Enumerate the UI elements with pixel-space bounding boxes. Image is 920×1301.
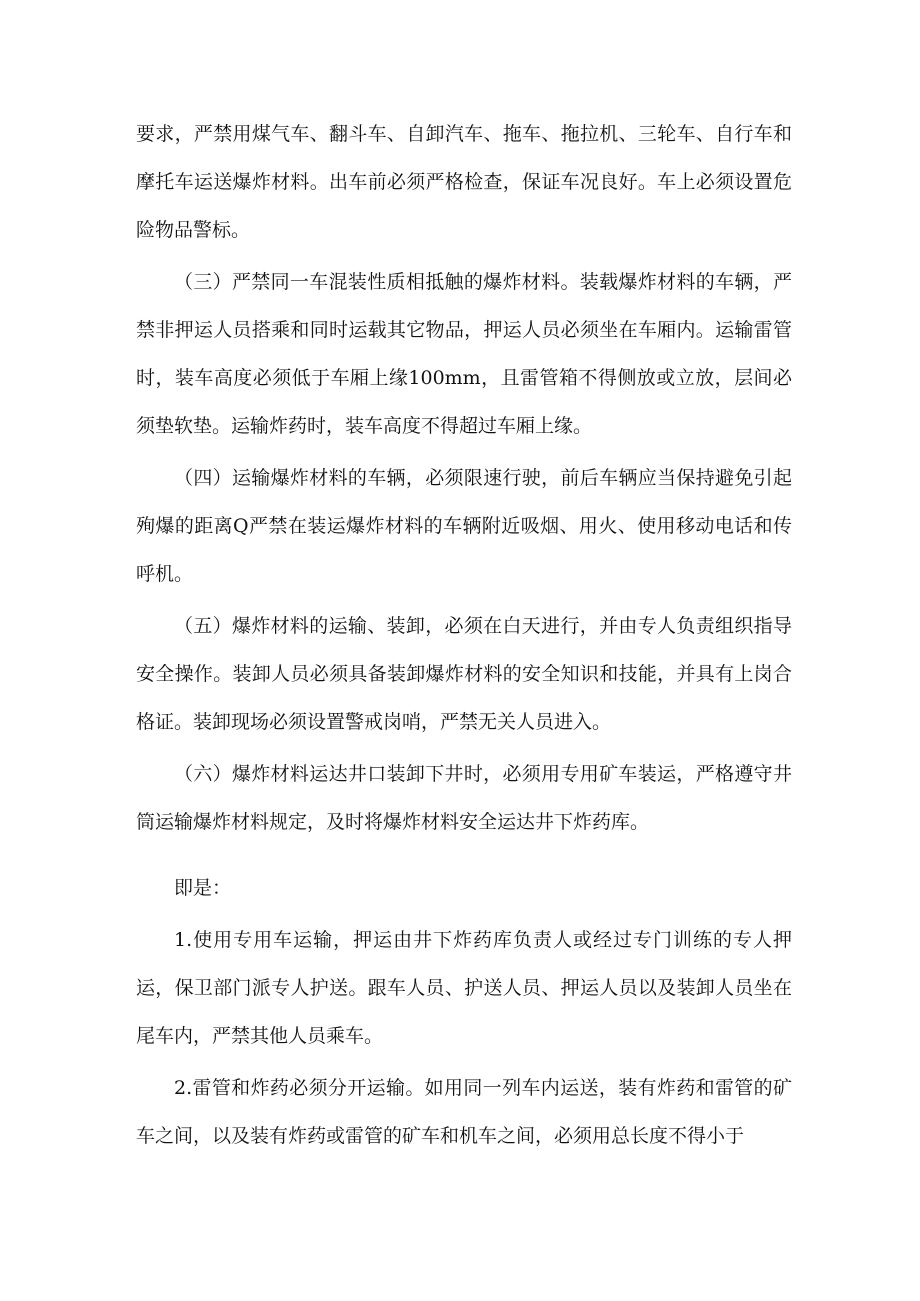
document-body bbox=[136, 110, 792, 1160]
paragraph-item-5: （五）爆炸材料的运输、装卸，必须在白天进行，并由专人负责组织指导安全操作。装卸人员必须具备装卸爆炸材料的安全知识和技能，并具有上岗合格证。装卸现场必须设置警戒岗哨，严禁无关人员进入。 bbox=[136, 615, 792, 733]
paragraph-point-1: 1.使用专用车运输，押运由井下炸药库负责人或经过专门训练的专人押运，保卫部门派专人护送。跟车人员、护送人员、押运人员以及装卸人员坐在尾车内，严禁其他人员乘车。 bbox=[136, 929, 792, 1047]
paragraph-summary-heading: 即是： bbox=[174, 877, 232, 899]
paragraph-item-4: （四）运输爆炸材料的车辆，必须限速行驶，前后车辆应当保持避免引起殉爆的距离Q严禁在装运爆炸材料的车辆附近吸烟、用火、使用移动电话和传呼机。 bbox=[136, 467, 792, 585]
paragraph-item-3: （三）严禁同一车混装性质相抵触的爆炸材料。装载爆炸材料的车辆，严禁非押运人员搭乘和同时运载其它物品，押运人员必须坐在车厢内。运输雷管时，装车高度必须低于车厢上缘100mm，且雷管箱不得侧放或立放，层间必须垫软垫。运输炸药时，装车高度不得超过车厢上缘。 bbox=[136, 271, 792, 437]
paragraph-point-2: 2.雷管和炸药必须分开运输。如用同一列车内运送，装有炸药和雷管的矿车之间，以及装有炸药或雷管的矿车和机车之间，必须用总长度不得小于 bbox=[136, 1077, 792, 1147]
paragraph-vehicle-requirements: 要求，严禁用煤气车、翻斗车、自卸汽车、拖车、拖拉机、三轮车、自行车和摩托车运送爆炸材料。出车前必须严格检查，保证车况良好。车上必须设置危险物品警标。 bbox=[136, 123, 792, 241]
paragraph-item-6: （六）爆炸材料运达井口装卸下井时，必须用专用矿车装运，严格遵守井筒运输爆炸材料规定，及时将爆炸材料安全运达井下炸药库。 bbox=[136, 763, 792, 833]
